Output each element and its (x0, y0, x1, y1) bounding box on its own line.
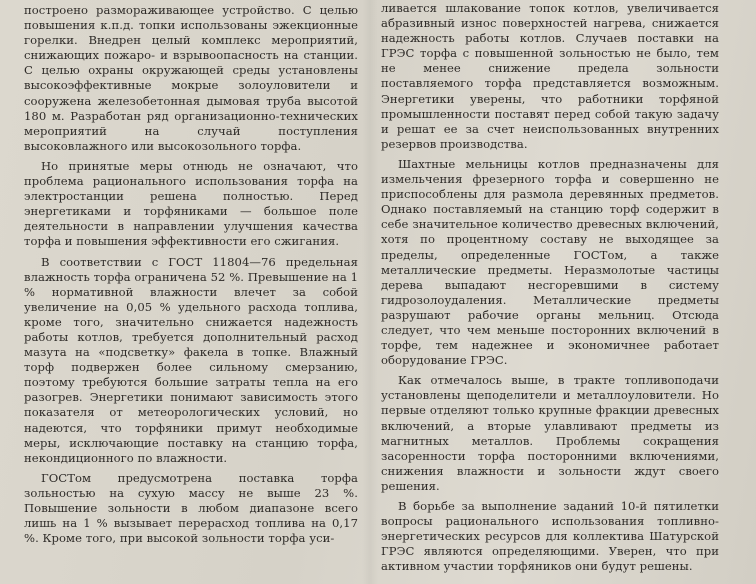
paragraph-problem-statement: Но принятые меры отнюдь не означают, что проблема рационального использования торфа на электростанции решена полностью. Перед энергетиками и торфяниками — большое поле деятельности в направлении улучшения качества торфа и повышения эффективности его сжигания. (24, 158, 358, 249)
paragraph-slagging: ливается шлакование топок котлов, увеличивается абразивный износ поверхностей нагрева, снижается надежность работы котлов. Случаев поставки на ГРЭС торфа с повышенной зольностью не было, тем не менее снижение предела зольности поставляемого торфа представляется возможным. Энергетики уверены, что работники торфяной промышленности поставят перед собой такую задачу и решат ее за счет неиспользованных внутренних резервов производства. (381, 1, 719, 151)
column-gutter (362, 0, 378, 584)
paragraph-ash-content: ГОСТом предусмотрена поставка торфа зольностью на сухую массу не выше 23 %. Повышение зольности в любом диапазоне всего лишь на 1 % вызывает перерасход топлива на 0,17 %. Кроме того, при высокой зольности торфа уси- (24, 470, 358, 546)
paragraph-conclusion: В борьбе за выполнение заданий 10-й пятилетки вопросы рационального использования топливно-энергетических ресурсов для коллектива Шатурской ГРЭС являются определяющими. Уверен, что при активном участии торфяников они будут решены. (381, 499, 719, 574)
paragraph-continued: построено размораживающее устройство. С целью повышения к.п.д. топки использованы эжекционные горелки. Внедрен целый комплекс мероприятий, снижающих пожаро- и взрывоопасность на станции. С целью охраны окружающей среды установлены высокоэффективные мокрые золоуловители и сооружена железобетонная дымовая труба высотой 180 м. Разработан ряд организационно-технических мероприятий на случай поступления высоковлажного или высокозольного торфа. (24, 3, 358, 153)
paragraph-mills: Шахтные мельницы котлов предназначены для измельчения фрезерного торфа и совершенно не приспособлены для размола деревянных предметов. Однако поставляемый на станцию торф содержит в себе значительное количество древесных включений, хотя по процентному составу не выходящее за пределы, определенные ГОСТом, а также металлические предметы. Неразмолотые частицы дерева выпадают несгоревшими в систему гидрозолоудаления. Металлические предметы разрушают рабочие органы мельниц. Отсюда следует, что чем меньше посторонних включений в торфе, тем надежнее и экономичнее работает оборудование ГРЭС. (381, 156, 719, 368)
left-text-column (24, 3, 358, 546)
paragraph-separators: Как отмечалось выше, в тракте топливоподачи установлены щеподелители и металлоуловители. Но первые отделяют только крупные фракции древесных включений, а вторые улавливают предметы из магнитных металлов. Проблемы сокращения засоренности торфа посторонними включениями, снижения влажности и зольности ждут своего решения. (381, 373, 719, 493)
paragraph-moisture-standard: В соответствии с ГОСТ 11804—76 предельная влажность торфа ограничена 52 %. Превышение на 1 % нормативной влажности влечет за собой увеличение на 0,05 % удельного расхода топлива, кроме того, значительно снижается надежность работы котлов, требуется дополнительный расход мазута на «подсветку» факела в топке. Влажный торф подвержен более сильному смерзанию, поэтому требуются большие затраты тепла на его разогрев. Энергетики понимают зависимость этого показателя от метеорологических условий, но надеются, что торфяники примут необходимые меры, исключающие поставку на станцию торфа, некондиционного по влажности. (24, 254, 358, 465)
right-text-column (381, 1, 719, 574)
